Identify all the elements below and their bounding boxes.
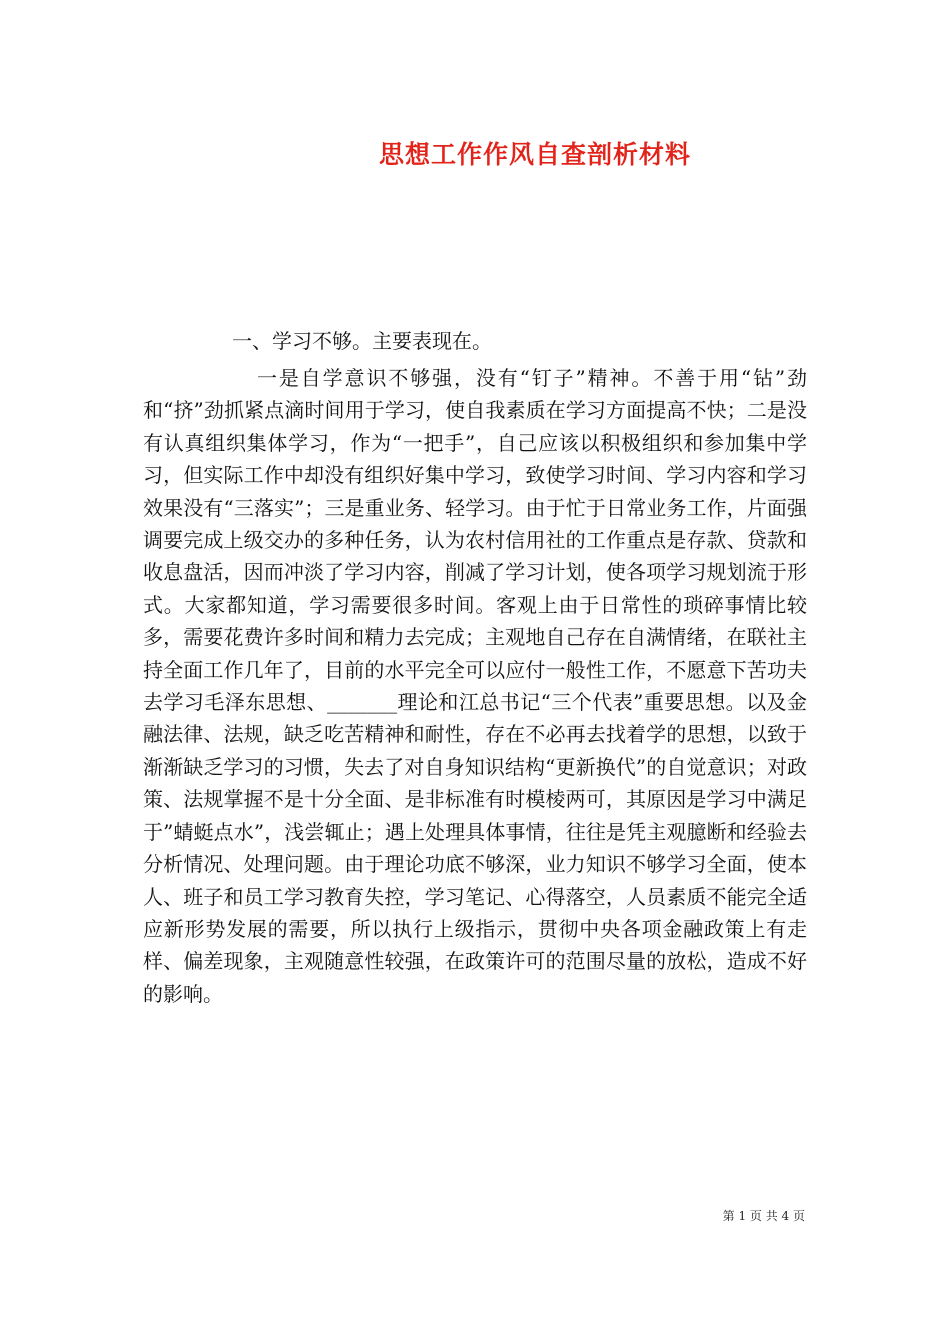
section-heading: 一、学习不够。主要表现在。 [232, 329, 492, 353]
document-title: 思想工作作风自查剖析材料 [378, 140, 691, 169]
body-paragraph: 一是自学意识不够强，没有“钉子”精神。不善于用“钻”劲和“挤”劲抓紧点滴时间用于学习，使自我素质在学习方面提高不快；二是没有认真组织集体学习，作为“一把手”，自己应该以积极组织和参加集中学习，但实际工作中却没有组织好集中学习，致使学习时间、学习内容和学习效果没有“三落实”；三是重业务、轻学习。由于忙于日常业务工作，片面强调要完成上级交办的多种任务，认为农村信用社的工作重点是存款、贷款和收息盘活，因而冲淡了学习内容，削减了学习计划，使各项学习规划流于形式。大家都知道，学习需要很多时间。客观上由于日常性的琐碎事情比较多，需要花费许多时间和精力去完成；主观地自己存在自满情绪，在联社主持全面工作几年了，目前的水平完全可以应付一般性工作，不愿意下苦功夫去学习毛泽东思想、_______理论和江总书记“三个代表”重要思想。以及金融法律、法规，缺乏吃苦精神和耐性，存在不必再去找着学的思想，以致于渐渐缺乏学习的习惯，失去了对自身知识结构“更新换代”的自觉意识；对政策、法规掌握不是十分全面、是非标准有时模棱两可，其原因是学习中满足于”蜻蜓点水”，浅尝辄止；遇上处理具体事情，往往是凭主观臆断和经验去分析情况、处理问题。由于理论功底不够深，业力知识不够学习全面，使本人、班子和员工学习教育失控，学习笔记、心得落空，人员素质不能完全适应新形势发展的需要，所以执行上级指示，贯彻中央各项金融政策上有走样、偏差现象，主观随意性较强，在政策许可的范围尽量的放松，造成不好的影响。 [143, 366, 807, 1006]
page-footer: 第 1 页 共 4 页 [722, 1209, 805, 1223]
